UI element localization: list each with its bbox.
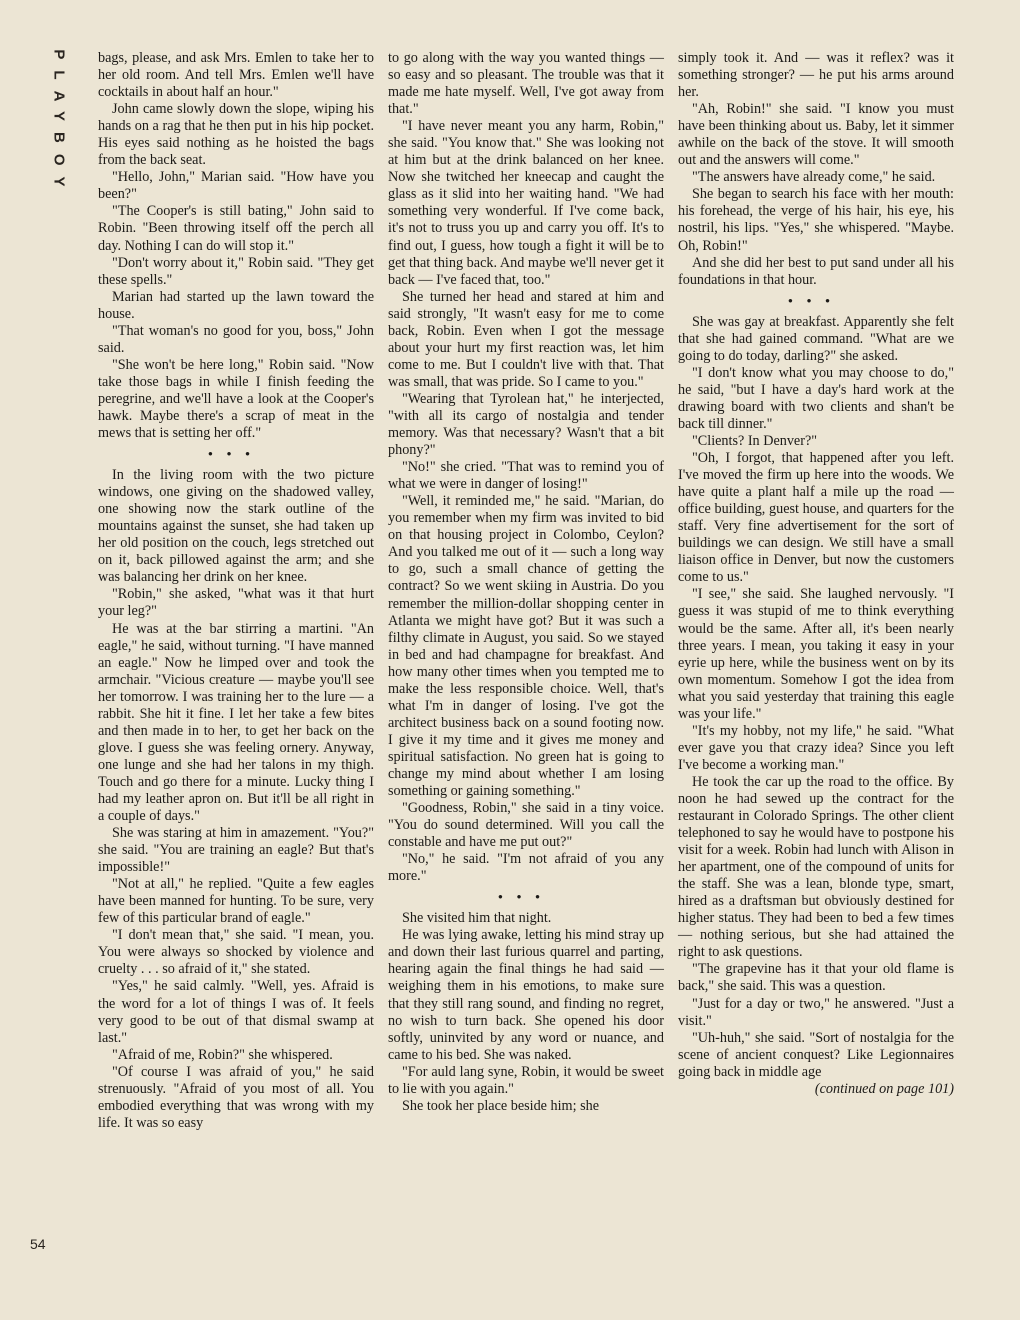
magazine-name: PLAYBOY bbox=[50, 48, 68, 198]
paragraph: "Just for a day or two," he answered. "Just a visit." bbox=[678, 995, 954, 1029]
paragraph: "The answers have already come," he said. bbox=[692, 169, 936, 186]
paragraph: "Afraid of me, Robin?" she whispered. bbox=[112, 1046, 333, 1063]
paragraph: She began to search his face with her mouth: his forehead, the verge of his hair, his eye, his nostril, his lips. "Yes," she whispered. "Maybe. Oh, Robin!" bbox=[678, 186, 954, 254]
paragraph: "Robin," she asked, "what was it that hurt your leg?" bbox=[98, 586, 374, 620]
paragraph: "The grapevine has it that your old flame is back," she said. This was a question. bbox=[678, 961, 954, 995]
paragraph: "Oh, I forgot, that happened after you left. I've moved the firm up here into the woods. We have quite a plant half a mile up the road — office building, guest house, and quarters for the staff. Very fine advertisement for the sort of buildings we can design. We still have a small liaison office in Denver, but now the customers come to us." bbox=[678, 450, 954, 586]
paragraph: "Uh-huh," she said. "Sort of nostalgia for the scene of ancient conquest? Like Legionnaires going back in middle age bbox=[678, 1029, 954, 1080]
paragraph: In the living room with the two picture windows, one giving on the shadowed valley, one showing now the stark outline of the mountains against the sunset, she had taken up her old position on the couch, legs stretched out on it, back pillowed against the arm; and she was balancing her drink on her knee. bbox=[98, 467, 374, 586]
paragraph: "Goodness, Robin," she said in a tiny voice. "You do sound determined. Will you call the constable and have me put out?" bbox=[388, 800, 664, 851]
paragraph: He was lying awake, letting his mind stray up and down their last furious quarrel and parting, hearing again the final things he had said — weighing them in his emotions, to make sure that they still rang sound, and finding no regret, no wish to turn back. She opened his door softly, uninvited by any word or nuance, and came to his bed. She was naked. bbox=[388, 927, 664, 1063]
paragraph: "Yes," he said calmly. "Well, yes. Afraid is the word for a lot of things I was of. It feels very good to be out of that dismal swamp at last." bbox=[98, 978, 374, 1046]
paragraph: "Ah, Robin!" she said. "I know you must have been thinking about us. Baby, let it simmer awhile on the back of the stove. It will smooth out and the answers will come." bbox=[678, 101, 954, 169]
paragraph: She turned her head and stared at him and said strongly, "It wasn't easy for me to come back, Robin. Even when I got the message about your hurt my first reaction was, let him come to me. But I couldn't live with that. That was small, that was pride. So I came to you." bbox=[388, 288, 664, 390]
paragraph: bags, please, and ask Mrs. Emlen to take her to her old room. And tell Mrs. Emlen we'll have cocktails in about half an hour." bbox=[98, 50, 374, 101]
magazine-name-vertical bbox=[44, 48, 74, 198]
paragraph: John came slowly down the slope, wiping his hands on a rag that he then put in his hip pocket. His eyes said nothing as he hoisted the bags from the back seat. bbox=[98, 101, 374, 169]
paragraph: He took the car up the road to the office. By noon he had sewed up the contract for the restaurant in Colorado Springs. The other client telephoned to say he would have to postpone his visit for a week. Robin had lunch with Alison in her apartment, one of the compound of units for the staff. She was a lean, blonde type, smart, hired as a draftsman but obviously destined for higher status. They had been to bed a few times — nothing serious, but she had attained the right to ask questions. bbox=[678, 773, 954, 961]
page-number: 54 bbox=[30, 1236, 46, 1252]
continued-note: (continued on page 101) bbox=[814, 1080, 954, 1097]
paragraph: "She won't be here long," Robin said. "Now take those bags in while I finish feeding the peregrine, and we'll have a look at the Cooper's hawk. Maybe there's a scrap of meat in the mews that is setting her off." bbox=[98, 356, 374, 442]
paragraph: "No!" she cried. "That was to remind you of what we were in danger of losing!" bbox=[388, 459, 664, 493]
paragraph: She visited him that night. bbox=[402, 910, 552, 927]
paragraph: He was at the bar stirring a martini. "An eagle," he said, without turning. "I have manned an eagle." Now he limped over and took the armchair. "Vicious creature — maybe you'll see her tomorrow. I was training her to the lure — a rabbit. She hit it fine. I let her take a few bites and then made in to her, to get her back on the glove. I guess she was feeling ornery. Anyway, one lunge and she had her talons in my thigh. Touch and go there for a minute. Lucky thing I had my leather apron on. But it'll be all right in a couple of days." bbox=[98, 620, 374, 825]
column-3 bbox=[678, 50, 954, 1098]
paragraph: "I don't know what you may choose to do," he said, "but I have a day's hard work at the drawing board with two clients and shan't be back till dinner." bbox=[678, 364, 954, 432]
paragraph: Marian had started up the lawn toward the house. bbox=[98, 288, 374, 322]
paragraph: "Not at all," he replied. "Quite a few eagles have been manned for hunting. To be sure, very few of this particular brand of eagle." bbox=[98, 876, 374, 927]
paragraph: "Wearing that Tyrolean hat," he interjected, "with all its cargo of nostalgia and tender memory. Was that necessary? Wasn't that a bit phony?" bbox=[388, 390, 664, 459]
paragraph: "For auld lang syne, Robin, it would be sweet to lie with you again." bbox=[388, 1063, 664, 1097]
paragraph: "No," he said. "I'm not afraid of you any more." bbox=[388, 851, 664, 885]
section-break-dots: ••• bbox=[498, 889, 554, 905]
paragraph: "I see," she said. She laughed nervously. "I guess it was stupid of me to think everything would be the same. After all, it's been nearly three years. I mean, you taking it easy in your eyrie up here, while the business went on by its own momentum. Somehow I got the idea from what you said yesterday that training this eagle was your life." bbox=[678, 586, 954, 722]
paragraph: "Of course I was afraid of you," he said strenuously. "Afraid of you most of all. You embodied everything that was wrong with my life. It was so easy bbox=[98, 1063, 374, 1131]
paragraph: She was gay at breakfast. Apparently she felt that she had gained command. "What are we going to do today, darling?" she asked. bbox=[678, 313, 954, 364]
paragraph: "It's my hobby, not my life," he said. "What ever gave you that crazy idea? Since you left I've become a working man." bbox=[678, 722, 954, 773]
paragraph: "I have never meant you any harm, Robin," she said. "You know that." She was looking not at him but at the drink balanced on her knee. Now she twitched her kneecap and caught the glass as it slid into her waiting hand. "We had something very wonderful. If I've come back, it's not to truss you up and carry you off. It's to find out, I guess, how tough a fight it will be to get that thing back. And maybe we'll never get it back — I've faced that, too." bbox=[388, 118, 664, 288]
paragraph: simply took it. And — was it reflex? was it something stronger? — he put his arms around her. bbox=[678, 50, 954, 101]
paragraph: And she did her best to put sand under all his foundations in that hour. bbox=[678, 254, 954, 288]
paragraph: "That woman's no good for you, boss," John said. bbox=[98, 322, 374, 356]
section-break-dots: ••• bbox=[788, 292, 844, 308]
paragraph: She was staring at him in amazement. "You?" she said. "You are training an eagle? But that's impossible!" bbox=[98, 825, 374, 876]
paragraph: She took her place beside him; she bbox=[402, 1097, 599, 1114]
section-break-dots: ••• bbox=[208, 446, 264, 462]
column-2 bbox=[388, 50, 664, 1115]
paragraph: to go along with the way you wanted things — so easy and so pleasant. The trouble was that it made me hate myself. Well, I've got away from that." bbox=[388, 50, 664, 118]
paragraph: "Well, it reminded me," he said. "Marian, do you remember when my firm was invited to bid on that housing project in Colombo, Ceylon? And you talked me out of it — such a long way to go, such a small chance of getting the contract? So we went skiing in Austria. Do you remember the million-dollar shopping center in Atlanta we might have got? But it was such a filthy climate in August, you said. So we stayed in bed and had champagne for breakfast. And how many other times when you tempted me to make the less responsible choice. Well, that's what I'm in danger of losing. I've got the architect business back on a sound footing now. I give it my time and it gives me money and spiritual satisfaction. No green hat is going to change my mind about whether I am losing something or gaining something." bbox=[388, 493, 664, 800]
paragraph: "Clients? In Denver?" bbox=[692, 432, 818, 449]
paragraph: "Hello, John," Marian said. "How have you been?" bbox=[98, 169, 374, 203]
paragraph: "Don't worry about it," Robin said. "They get these spells." bbox=[98, 254, 374, 288]
paragraph: "I don't mean that," she said. "I mean, you. You were always so shocked by violence and cruelty . . . so afraid of it," she stated. bbox=[98, 927, 374, 978]
column-1 bbox=[98, 50, 374, 1132]
paragraph: "The Cooper's is still bating," John said to Robin. "Been throwing itself off the perch all day. Nothing I can do will stop it." bbox=[98, 203, 374, 254]
